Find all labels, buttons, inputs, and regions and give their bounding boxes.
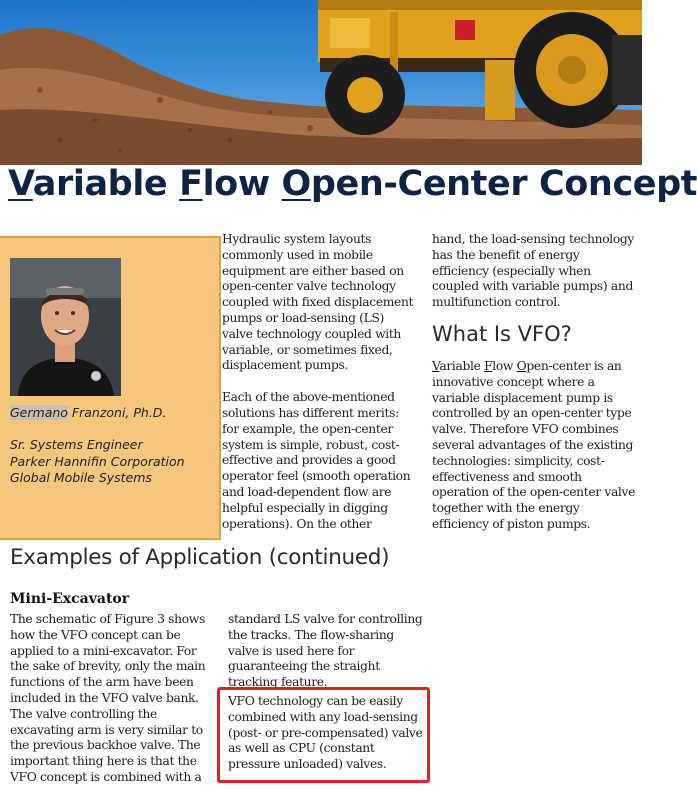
hero-image — [0, 0, 642, 165]
section-heading-examples: Examples of Application (continued) — [10, 545, 390, 570]
highlight-text: VFO technology can be easily combined with any load-sensing (post- or pre-compensated) valve as well as CPU (constant pressure unloaded) valves. — [228, 694, 423, 772]
vfo-description: Variable Flow Open-center is an innovative concept where a variable displacement pump is controlled by an open-center type valve. Therefore VFO combines several advantages of the existing technologies: simplicity, cost-effectiveness and smooth operation of the open-center valve together with the energy efficiency of piston pumps. — [432, 359, 636, 531]
author-role-line: Parker Hannifin Corporation — [10, 453, 185, 469]
page-title: Variable Flow Open-Center Concept — [8, 164, 697, 204]
intro-column — [222, 232, 418, 532]
author-role-line: Sr. Systems Engineer — [10, 437, 143, 452]
excavator-illustration — [0, 0, 642, 165]
intro-paragraph: Each of the above-mentioned solutions has different merits: for example, the open-center system is simple, robust, cost-effective and provides a good operator feel (smooth operation and load-dependent flow are helpful especially in digging operations). On the other — [222, 390, 411, 531]
intro-paragraph: Hydraulic system layouts commonly used in mobile equipment are either based on open-center valve technology coupled with fixed displacement pumps or load-sensing (LS) valve technology coupled with variable, or sometimes fixed, displacement pumps. — [222, 232, 414, 373]
author-name: Germano Franzoni, Ph.D. — [10, 405, 167, 420]
intro-continued — [432, 232, 637, 311]
tracks-text: standard LS valve for controlling the tracks. The flow-sharing valve is used here for guaranteeing the straight tracking feature. — [228, 612, 423, 690]
author-role-line: Global Mobile Systems — [10, 470, 152, 485]
intro-paragraph: hand, the load-sensing technology has the benefit of energy efficiency (especially when coupled with variable pumps) and multifunction control. — [432, 232, 635, 310]
author-role — [10, 437, 215, 487]
mini-excavator-text: The schematic of Figure 3 shows how the VFO concept can be applied to a mini-excavator. For the sake of brevity, only the main functions of the arm have been included in the VFO valve bank. The valve controlling the excavating arm is very similar to the previous backhoe valve. The important thing here is that the VFO concept is combined with a — [10, 612, 206, 784]
subheading-mini-excavator: Mini-Excavator — [10, 591, 130, 607]
section-heading-vfo: What Is VFO? — [432, 322, 572, 346]
author-photo — [10, 258, 121, 396]
